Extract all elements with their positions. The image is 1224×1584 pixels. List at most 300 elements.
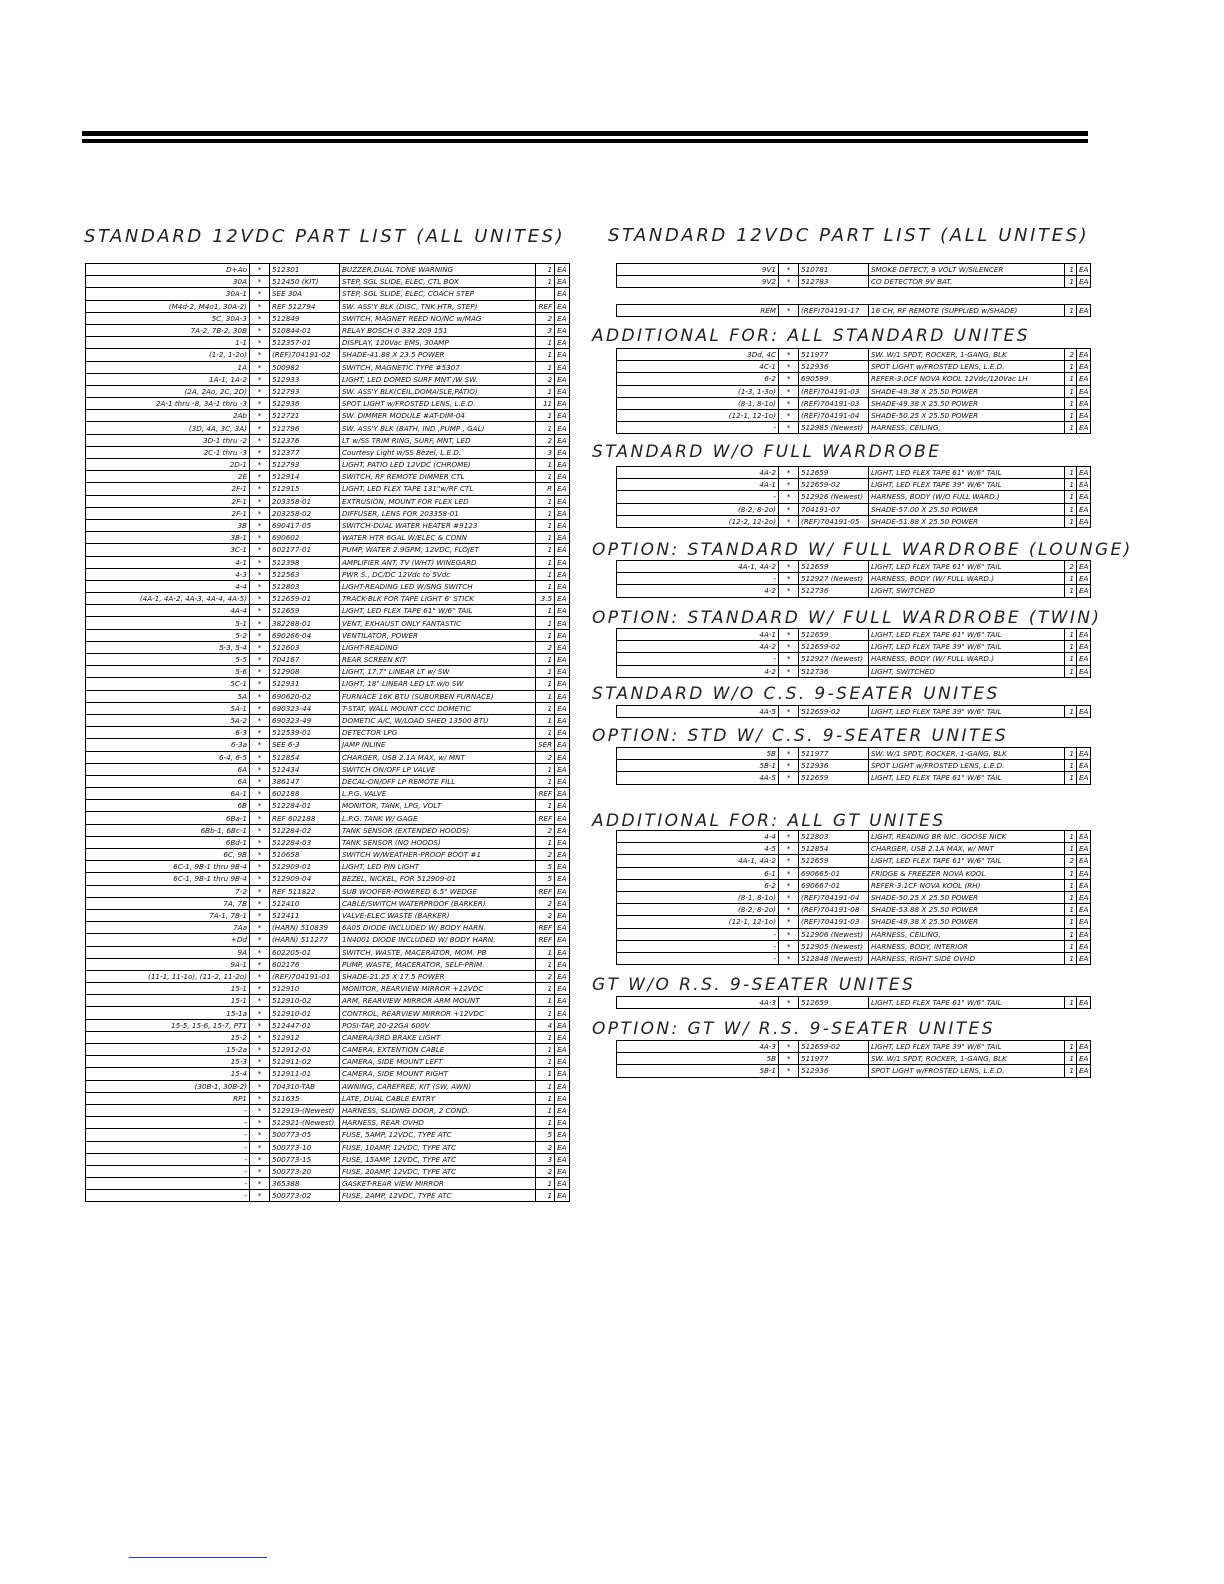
star-cell: * xyxy=(250,1044,270,1056)
table-row xyxy=(617,867,1091,879)
uom-cell: EA xyxy=(1077,904,1091,916)
uom-cell: EA xyxy=(555,1044,569,1056)
star-cell: * xyxy=(779,1053,799,1065)
description-cell: SW. ASS'Y BLK(CEIL,DOMAISLE,PATIO) xyxy=(340,385,536,397)
description-cell: SW. ASS'Y BLK (DISC, TNK HTR, STEP) xyxy=(340,300,536,312)
description-cell: TRACK-BLK FOR TAPE LIGHT 6' STICK xyxy=(340,593,536,605)
ref-cell: 4A-3 xyxy=(617,1041,779,1053)
part-number-cell: 512301 xyxy=(270,264,340,276)
table-row xyxy=(86,483,570,495)
table-row xyxy=(86,885,570,897)
description-cell: REFER-3.0CF NOVA KOOL 12Vdc/120Vac LH xyxy=(869,373,1065,385)
star-cell: * xyxy=(250,812,270,824)
description-cell: HARNESS, BODY (W/O FULL WARD.) xyxy=(869,491,1065,503)
uom-cell: EA xyxy=(1077,867,1091,879)
star-cell: * xyxy=(250,1056,270,1068)
qty-cell: 1 xyxy=(1065,585,1077,597)
table-row xyxy=(86,934,570,946)
ref-cell: (8-1, 8-1o) xyxy=(617,891,779,903)
part-number-cell: 512284-02 xyxy=(270,824,340,836)
part-number-cell: SEE 6-3 xyxy=(270,739,340,751)
uom-cell: EA xyxy=(555,1129,569,1141)
star-cell: * xyxy=(779,997,799,1009)
section-parts-table xyxy=(616,628,1091,678)
part-number-cell: 512357-01 xyxy=(270,337,340,349)
qty-cell: 4 xyxy=(536,1019,555,1031)
table-row xyxy=(617,479,1091,491)
qty-cell xyxy=(536,288,555,300)
part-number-cell: 512659 xyxy=(799,561,869,573)
ref-cell: 9V1 xyxy=(617,264,779,276)
table-row xyxy=(86,288,570,300)
qty-cell: 2 xyxy=(536,849,555,861)
ref-cell: 2F-1 xyxy=(86,507,250,519)
qty-cell: 2 xyxy=(536,1141,555,1153)
table-row xyxy=(86,422,570,434)
star-cell: * xyxy=(250,483,270,495)
star-cell: * xyxy=(250,1104,270,1116)
star-cell: * xyxy=(250,361,270,373)
uom-cell: EA xyxy=(1077,561,1091,573)
ref-cell: (12-1, 12-1o) xyxy=(617,409,779,421)
description-cell: LIGHT, LED FLEX TAPE 39" W/6" TAIL xyxy=(869,706,1065,718)
qty-cell: 1 xyxy=(536,1190,555,1202)
ref-cell: 9V2 xyxy=(617,276,779,288)
description-cell: LIGHT, LED FLEX TAPE 131"w/RF CTL xyxy=(340,483,536,495)
star-cell: * xyxy=(250,885,270,897)
table-row xyxy=(86,605,570,617)
uom-cell: EA xyxy=(555,1153,569,1165)
section-parts-table xyxy=(616,705,1091,718)
uom-cell: EA xyxy=(1077,276,1091,288)
description-cell: LIGHT, LED FLEX TAPE 39" W/6" TAIL xyxy=(869,479,1065,491)
ref-cell: 4C-1 xyxy=(617,361,779,373)
part-number-cell: 512911-02 xyxy=(270,1056,340,1068)
part-number-cell: 512914 xyxy=(270,471,340,483)
part-number-cell: (REF)704191-01 xyxy=(270,970,340,982)
table-row xyxy=(86,922,570,934)
uom-cell: EA xyxy=(1077,503,1091,515)
part-number-cell: (HARN) 510839 xyxy=(270,922,340,934)
table-row xyxy=(617,997,1091,1009)
table-row xyxy=(86,849,570,861)
table-row xyxy=(86,471,570,483)
part-number-cell: 512915 xyxy=(270,483,340,495)
table-row xyxy=(86,568,570,580)
star-cell: * xyxy=(779,491,799,503)
description-cell: SW. W/1 SPDT, ROCKER, 1-GANG, BLK xyxy=(869,748,1065,760)
qty-cell: 1 xyxy=(536,605,555,617)
section-title: ADDITIONAL FOR: ALL GT UNITES xyxy=(592,811,946,831)
star-cell: * xyxy=(250,654,270,666)
star-cell: * xyxy=(250,617,270,629)
part-number-cell: 512721 xyxy=(270,410,340,422)
star-cell: * xyxy=(250,666,270,678)
part-number-cell: REF 512794 xyxy=(270,300,340,312)
star-cell: * xyxy=(779,305,799,317)
star-cell: * xyxy=(250,751,270,763)
ref-cell: 4A-5 xyxy=(617,706,779,718)
ref-cell: 7A, 7B xyxy=(86,897,250,909)
table-row xyxy=(86,532,570,544)
ref-cell: 15-2a xyxy=(86,1044,250,1056)
part-number-cell: 512909-04 xyxy=(270,873,340,885)
star-cell: * xyxy=(779,276,799,288)
table-row xyxy=(617,855,1091,867)
star-cell: * xyxy=(779,760,799,772)
ref-cell: 5A-2 xyxy=(86,714,250,726)
ref-cell: 3Dd, 4C xyxy=(617,349,779,361)
ref-cell: 6-2 xyxy=(617,879,779,891)
qty-cell: 1 xyxy=(536,544,555,556)
section-parts-table xyxy=(616,348,1091,434)
uom-cell: EA xyxy=(555,398,569,410)
star-cell: * xyxy=(779,397,799,409)
description-cell: MONITOR, TANK, LPG, VOLT xyxy=(340,800,536,812)
ref-cell: 6B xyxy=(86,800,250,812)
qty-cell: 1 xyxy=(536,532,555,544)
qty-cell: 2 xyxy=(536,909,555,921)
part-number-cell: 512911-01 xyxy=(270,1068,340,1080)
star-cell: * xyxy=(779,843,799,855)
section-title: STANDARD W/O FULL WARDROBE xyxy=(592,442,942,462)
ref-cell: 30A-1 xyxy=(86,288,250,300)
star-cell: * xyxy=(779,952,799,964)
qty-cell: 1 xyxy=(1065,305,1077,317)
qty-cell: 1 xyxy=(1065,479,1077,491)
ref-cell: 3D-1 thru -2 xyxy=(86,434,250,446)
ref-cell: 5-5 xyxy=(86,654,250,666)
star-cell: * xyxy=(779,264,799,276)
qty-cell: REF xyxy=(536,922,555,934)
part-number-cell: 511635 xyxy=(270,1092,340,1104)
part-number-cell: 512848 (Newest) xyxy=(799,952,869,964)
table-row xyxy=(86,580,570,592)
uom-cell: EA xyxy=(555,1117,569,1129)
description-cell: HARNESS, REAR OVHD xyxy=(340,1117,536,1129)
description-cell: SPOT LIGHT w/FROSTED LENS, L.E.D. xyxy=(340,398,536,410)
description-cell: SW. DIMMER MODULE #AT-DIM-04 xyxy=(340,410,536,422)
table-row xyxy=(86,751,570,763)
ref-cell: 7-2 xyxy=(86,885,250,897)
star-cell: * xyxy=(250,471,270,483)
table-row xyxy=(86,873,570,885)
qty-cell: 1 xyxy=(1065,748,1077,760)
description-cell: LIGHT, LED FLEX TAPE 61" W/6" TAIL xyxy=(869,629,1065,641)
ref-cell: 4A-2 xyxy=(617,467,779,479)
section-parts-table xyxy=(616,560,1091,598)
description-cell: Courtesy Light w/SS Bezel, L.E.D. xyxy=(340,446,536,458)
table-row xyxy=(617,916,1091,928)
uom-cell: EA xyxy=(555,422,569,434)
table-row xyxy=(86,556,570,568)
qty-cell: 1 xyxy=(536,568,555,580)
star-cell: * xyxy=(779,479,799,491)
qty-cell: 5 xyxy=(536,1129,555,1141)
star-cell: * xyxy=(779,1065,799,1077)
uom-cell: EA xyxy=(1077,585,1091,597)
star-cell: * xyxy=(250,1141,270,1153)
description-cell: CO DETECTOR 9V BAT. xyxy=(869,276,1065,288)
uom-cell: EA xyxy=(555,349,569,361)
section-title: STANDARD W/O C.S. 9-SEATER UNITES xyxy=(592,684,1000,704)
ref-cell: 2A-1 thru -8, 3A-1 thru -3 xyxy=(86,398,250,410)
table-row xyxy=(86,727,570,739)
description-cell: SHADE-41.88 X 23.5 POWER xyxy=(340,349,536,361)
ref-cell: 6-2 xyxy=(617,373,779,385)
part-number-cell: 512411 xyxy=(270,909,340,921)
star-cell: * xyxy=(779,561,799,573)
table-row xyxy=(86,983,570,995)
uom-cell: EA xyxy=(1077,573,1091,585)
qty-cell: 1 xyxy=(536,459,555,471)
uom-cell: EA xyxy=(1077,1065,1091,1077)
description-cell: STEP, SGL SLIDE, ELEC, COACH STEP xyxy=(340,288,536,300)
ref-cell: - xyxy=(86,1129,250,1141)
table-row xyxy=(86,1056,570,1068)
description-cell: LT w/SS TRIM RING, SURF, MNT, LED xyxy=(340,434,536,446)
table-row xyxy=(86,1117,570,1129)
description-cell: DISPLAY, 120Vac EMS, 30AMP xyxy=(340,337,536,349)
table-row xyxy=(86,641,570,653)
ref-cell: 4-1 xyxy=(86,556,250,568)
description-cell: SWITCH ON/OFF LP VALVE xyxy=(340,763,536,775)
qty-cell: 2 xyxy=(536,1165,555,1177)
part-number-cell: 512936 xyxy=(270,398,340,410)
star-cell: * xyxy=(250,410,270,422)
ref-cell: 2E xyxy=(86,471,250,483)
qty-cell: REF xyxy=(536,934,555,946)
ref-cell: 7A-2, 7B-2, 30B xyxy=(86,324,250,336)
part-number-cell: 365388 xyxy=(270,1178,340,1190)
description-cell: FUSE, 2AMP, 12VDC, TYPE ATC xyxy=(340,1190,536,1202)
star-cell: * xyxy=(779,422,799,434)
table-row xyxy=(617,706,1091,718)
uom-cell: EA xyxy=(555,922,569,934)
part-number-cell: 512931 xyxy=(270,678,340,690)
star-cell: * xyxy=(250,593,270,605)
part-number-cell: 512434 xyxy=(270,763,340,775)
description-cell: HARNESS, CEILING, xyxy=(869,928,1065,940)
section-title: GT W/O R.S. 9-SEATER UNITES xyxy=(592,975,916,995)
star-cell: * xyxy=(250,568,270,580)
description-cell: HARNESS, SLIDING DOOR, 2 COND. xyxy=(340,1104,536,1116)
part-number-cell: 512803 xyxy=(270,580,340,592)
ref-cell: (2A, 2Ao, 2C, 2D) xyxy=(86,385,250,397)
ref-cell: (8-2, 8-2o) xyxy=(617,904,779,916)
qty-cell: 1 xyxy=(536,763,555,775)
star-cell: * xyxy=(250,629,270,641)
ref-cell: 6Bd-1 xyxy=(86,836,250,848)
ref-cell: 4A-2 xyxy=(617,641,779,653)
table-row xyxy=(86,970,570,982)
uom-cell: EA xyxy=(1077,760,1091,772)
part-number-cell: 500773-10 xyxy=(270,1141,340,1153)
table-row xyxy=(86,897,570,909)
qty-cell: 1 xyxy=(536,690,555,702)
star-cell: * xyxy=(250,276,270,288)
table-row xyxy=(86,666,570,678)
table-row xyxy=(617,940,1091,952)
uom-cell: EA xyxy=(555,641,569,653)
part-number-cell: 512376 xyxy=(270,434,340,446)
ref-cell: (3D, 4A, 3C, 3A) xyxy=(86,422,250,434)
description-cell: LIGHT, PATIO LED 12VDC (CHROME) xyxy=(340,459,536,471)
uom-cell: EA xyxy=(555,580,569,592)
qty-cell: 1 xyxy=(1065,385,1077,397)
qty-cell: R xyxy=(536,483,555,495)
table-row xyxy=(86,507,570,519)
ref-cell: 5C-1 xyxy=(86,678,250,690)
star-cell: * xyxy=(250,495,270,507)
description-cell: HARNESS, BODY, INTERIOR xyxy=(869,940,1065,952)
table-row xyxy=(86,995,570,1007)
right-title: STANDARD 12VDC PART LIST (ALL UNITES) xyxy=(608,225,1090,246)
ref-cell: 6C, 9B xyxy=(86,849,250,861)
uom-cell: EA xyxy=(1077,397,1091,409)
part-number-cell: 500773-15 xyxy=(270,1153,340,1165)
part-number-cell: 512854 xyxy=(270,751,340,763)
qty-cell: 1 xyxy=(1065,665,1077,677)
qty-cell: 1 xyxy=(1065,1065,1077,1077)
star-cell: * xyxy=(250,690,270,702)
part-number-cell: 512921-(Newest) xyxy=(270,1117,340,1129)
ref-cell: 4A-1, 4A-2 xyxy=(617,855,779,867)
qty-cell: 1 xyxy=(1065,373,1077,385)
part-number-cell: 510844-01 xyxy=(270,324,340,336)
ref-cell: 15-1 xyxy=(86,995,250,1007)
ref-cell: 2C-1 thru -3 xyxy=(86,446,250,458)
description-cell: LIGHT, LED FLEX TAPE 61" W/6" TAIL xyxy=(869,772,1065,784)
qty-cell: 1 xyxy=(1065,879,1077,891)
table-row xyxy=(86,678,570,690)
qty-cell: 1 xyxy=(536,617,555,629)
ref-cell: 6Ba-1 xyxy=(86,812,250,824)
table-row xyxy=(86,1165,570,1177)
star-cell: * xyxy=(250,727,270,739)
part-number-cell: (REF)704191-02 xyxy=(270,349,340,361)
star-cell: * xyxy=(250,897,270,909)
table-row xyxy=(86,434,570,446)
table-row xyxy=(617,361,1091,373)
part-number-cell: 512783 xyxy=(799,276,869,288)
uom-cell: EA xyxy=(555,495,569,507)
ref-cell: 6-1 xyxy=(617,867,779,879)
qty-cell: 1 xyxy=(536,983,555,995)
part-number-cell: 512377 xyxy=(270,446,340,458)
qty-cell: 1 xyxy=(1065,891,1077,903)
part-number-cell: 512905 (Newest) xyxy=(799,940,869,952)
qty-cell: 1 xyxy=(536,519,555,531)
table-row xyxy=(86,593,570,605)
section-parts-table xyxy=(616,747,1091,785)
ref-cell: - xyxy=(86,1190,250,1202)
description-cell: REAR SCREEN KIT xyxy=(340,654,536,666)
table-row xyxy=(86,373,570,385)
description-cell: SHADE-57.00 X 25.50 POWER xyxy=(869,503,1065,515)
star-cell: * xyxy=(250,678,270,690)
qty-cell: 1 xyxy=(1065,1053,1077,1065)
table-row xyxy=(86,702,570,714)
ref-cell: 4-4 xyxy=(617,831,779,843)
uom-cell: EA xyxy=(555,471,569,483)
star-cell: * xyxy=(779,855,799,867)
star-cell: * xyxy=(779,629,799,641)
ref-cell: (4A-1, 4A-2, 4A-3, 4A-4, 4A-5) xyxy=(86,593,250,605)
qty-cell: REF xyxy=(536,885,555,897)
qty-cell: 1 xyxy=(536,1104,555,1116)
star-cell: * xyxy=(250,788,270,800)
ref-cell: (30B-1, 30B-2) xyxy=(86,1080,250,1092)
qty-cell: 1 xyxy=(1065,491,1077,503)
table-row xyxy=(86,824,570,836)
detector-parts-table xyxy=(616,263,1091,288)
star-cell: * xyxy=(250,849,270,861)
part-number-cell: 690599 xyxy=(799,373,869,385)
ref-cell: 5B-1 xyxy=(617,1065,779,1077)
description-cell: VENTILATOR, POWER xyxy=(340,629,536,641)
qty-cell: 1 xyxy=(536,1056,555,1068)
uom-cell: EA xyxy=(1077,422,1091,434)
description-cell: AMPLIFIER ANT, TV (WHT) WINEGARD xyxy=(340,556,536,568)
uom-cell: EA xyxy=(555,909,569,921)
star-cell: * xyxy=(779,503,799,515)
description-cell: SHADE-49.38 X 25.50 POWER xyxy=(869,916,1065,928)
uom-cell: EA xyxy=(555,897,569,909)
description-cell: SW. W/1 SPDT, ROCKER, 1-GANG, BLK xyxy=(869,349,1065,361)
star-cell: * xyxy=(250,714,270,726)
description-cell: SWITCH, RF REMOTE DIMMER CTL xyxy=(340,471,536,483)
part-number-cell: 690323-49 xyxy=(270,714,340,726)
ref-cell: (12-2, 12-2o) xyxy=(617,515,779,527)
description-cell: SHADE-50.25 X 25.50 POWER xyxy=(869,409,1065,421)
ref-cell: - xyxy=(617,491,779,503)
part-number-cell: 512936 xyxy=(799,1065,869,1077)
description-cell: FUSE, 15AMP, 12VDC, TYPE ATC xyxy=(340,1153,536,1165)
qty-cell: REF xyxy=(536,788,555,800)
description-cell: LIGHT, LED PIN LIGHT xyxy=(340,861,536,873)
qty-cell: 1 xyxy=(1065,843,1077,855)
part-number-cell: 512410 xyxy=(270,897,340,909)
description-cell: SWITCH W/WEATHER-PROOF BOOT #1 xyxy=(340,849,536,861)
table-row xyxy=(86,909,570,921)
ref-cell: - xyxy=(86,1153,250,1165)
description-cell: FURNACE 16K BTU (SUBURBEN FURNACE) xyxy=(340,690,536,702)
uom-cell: EA xyxy=(1077,515,1091,527)
qty-cell: 1 xyxy=(536,385,555,397)
star-cell: * xyxy=(250,446,270,458)
uom-cell: EA xyxy=(1077,479,1091,491)
qty-cell: 1 xyxy=(1065,573,1077,585)
ref-cell: REM xyxy=(617,305,779,317)
qty-cell: 1 xyxy=(536,422,555,434)
qty-cell: 1 xyxy=(1065,916,1077,928)
qty-cell: 1 xyxy=(1065,760,1077,772)
uom-cell: EA xyxy=(555,1056,569,1068)
qty-cell: 3 xyxy=(536,446,555,458)
uom-cell: EA xyxy=(555,958,569,970)
footer-link-line xyxy=(129,1557,267,1558)
ref-cell: 3C-1 xyxy=(86,544,250,556)
part-number-cell: (REF)704191-04 xyxy=(799,409,869,421)
ref-cell: 4-3 xyxy=(86,568,250,580)
part-number-cell: 512909-01 xyxy=(270,861,340,873)
uom-cell: EA xyxy=(555,605,569,617)
part-number-cell: 500982 xyxy=(270,361,340,373)
ref-cell: - xyxy=(617,573,779,585)
uom-cell: EA xyxy=(555,361,569,373)
uom-cell: EA xyxy=(1077,997,1091,1009)
